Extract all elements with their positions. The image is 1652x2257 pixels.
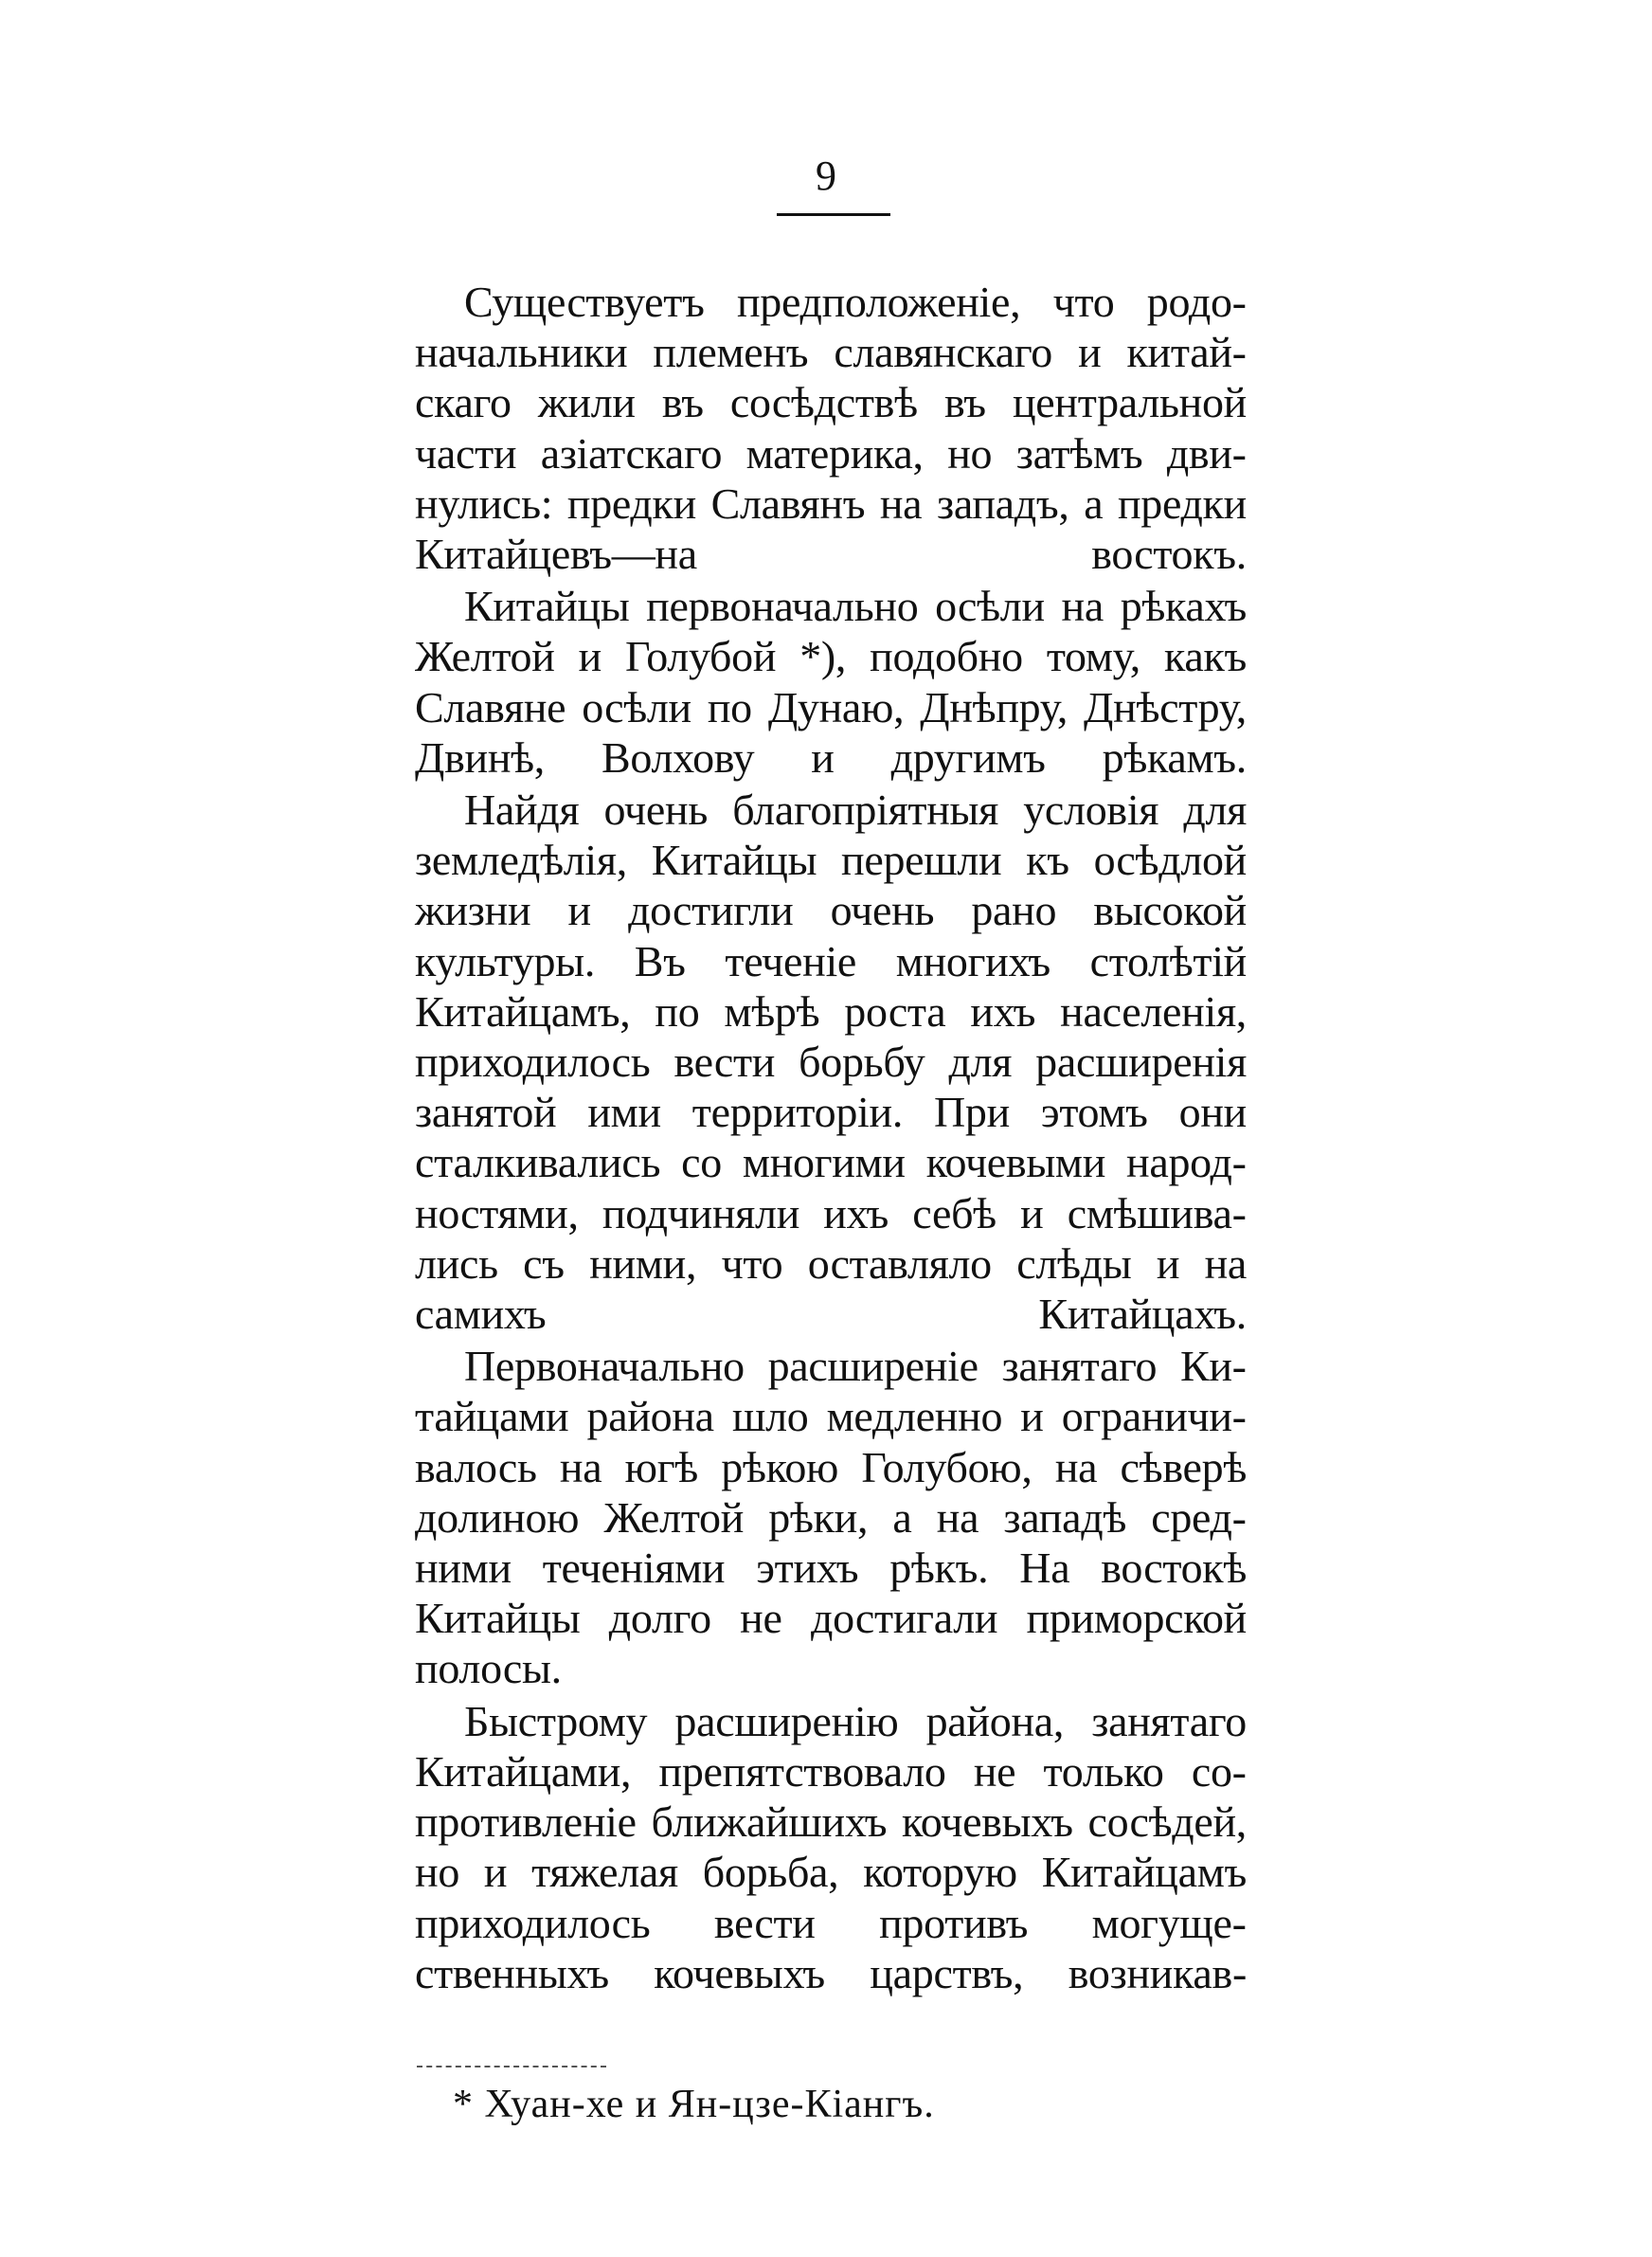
page-number-underline [777, 213, 890, 216]
paragraph-5: Быстрому расширенію района, занятаго Китайцами, препятствовало не только сопротивленіе ближайшихъ кочевыхъ сосѣдей, но и тяжелая борьба, которую Китайцамъ приходилось вести противъ могущественныхъ кочевыхъ царствъ, возникав- [415, 1696, 1247, 1997]
footnote-separator [417, 2066, 606, 2067]
paragraph-3: Найдя очень благопріятныя условія для земледѣлія, Китайцы перешли къ осѣдлой жизни и достигли очень рано высокой культуры. Въ теченіе многихъ столѣтій Китайцамъ, по мѣрѣ роста ихъ населенія, приходилось вести борьбу для расширенія занятой ими территоріи. При этомъ они сталкивались со многими кочевыми народностями, подчиняли ихъ себѣ и смѣшивались съ ними, что оставляло слѣды и на самихъ Китайцахъ. [415, 785, 1247, 1339]
footnote: * Хуан-хе и Ян-цзе-Кіангъ. [453, 2083, 935, 2126]
main-text [415, 277, 1247, 2000]
paragraph-4: Первоначально расширеніе занятаго Китайцами района шло медленно и ограничивалось на югѣ рѣкою Голубою, на сѣверѣ долиною Желтой рѣки, а на западѣ средними теченіями этихъ рѣкъ. На востокѣ Китайцы долго не достигали приморской полосы. [415, 1342, 1247, 1693]
paragraph-2: Китайцы первоначально осѣли на рѣкахъ Желтой и Голубой *), подобно тому, какъ Славяне осѣли по Дунаю, Днѣпру, Днѣстру, Двинѣ, Волхову и другимъ рѣкамъ. [415, 582, 1247, 782]
page-number: 9 [816, 153, 836, 199]
paragraph-1: Существуетъ предположеніе, что родоначальники племенъ славянскаго и китайскаго жили въ сосѣдствѣ въ центральной части азіатскаго материка, но затѣмъ двинулись: предки Славянъ на западъ, а предки Китайцевъ—на востокъ. [415, 278, 1247, 579]
